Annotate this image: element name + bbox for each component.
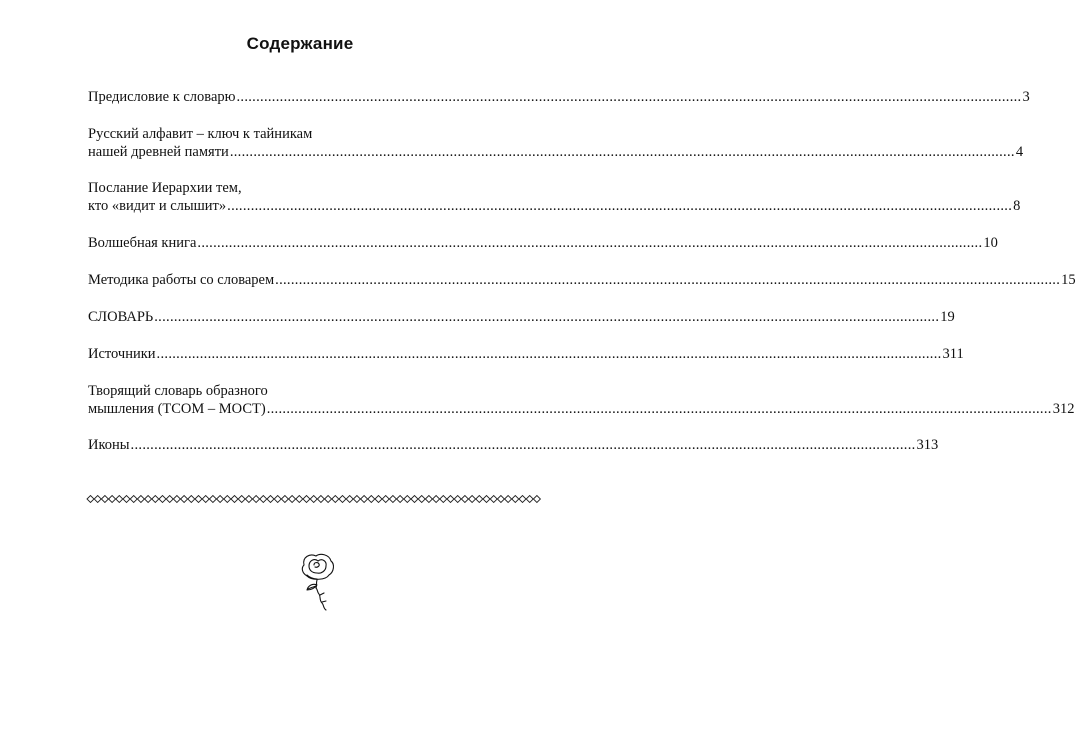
toc-page-number: 15 [1061, 272, 1076, 288]
toc-leader-dots: ........................................................................................................................................................................................................ [236, 89, 1022, 105]
toc-line [88, 345, 964, 363]
toc-entry-title: Методика работы со словарем [88, 272, 275, 288]
toc-leader-dots: ........................................................................................................................................................................................................ [229, 144, 1015, 160]
toc-entry-title: СЛОВАРЬ [88, 309, 154, 325]
toc-line [88, 197, 1021, 215]
toc-line [88, 179, 541, 197]
toc-entry-title-continued: мышления (ТСОМ – МОСТ) [88, 401, 266, 417]
toc-entry-sources [88, 345, 964, 363]
toc-line [88, 308, 955, 326]
table-of-contents [88, 88, 1076, 454]
toc-leader-dots: ........................................................................................................................................................................................................ [130, 437, 916, 453]
toc-entry-preface [88, 88, 1030, 106]
toc-entry-hierarchy-message [88, 179, 1021, 215]
toc-page-number: 8 [1013, 198, 1021, 214]
rose-icon [296, 552, 340, 616]
toc-entry-title: Творящий словарь образного [88, 383, 268, 399]
toc-leader-dots: ........................................................................................................................................................................................................ [154, 309, 940, 325]
toc-leader-dots: ........................................................................................................................................................................................................ [156, 346, 942, 362]
toc-entry-icons [88, 436, 939, 454]
toc-page-number: 313 [916, 437, 939, 453]
toc-page-number: 10 [983, 235, 998, 251]
diamond-chain-ornament-icon [86, 493, 541, 505]
toc-entry-title: Послание Иерархии тем, [88, 180, 242, 196]
toc-line [88, 143, 1024, 161]
toc-page-number: 3 [1022, 89, 1030, 105]
toc-page-number: 19 [940, 309, 955, 325]
toc-leader-dots: ........................................................................................................................................................................................................ [266, 401, 1052, 417]
toc-line [88, 271, 1076, 289]
toc-line [88, 88, 1030, 106]
toc-entry-creative-dictionary [88, 382, 1075, 418]
toc-entry-title: Предисловие к словарю [88, 89, 236, 105]
page-title: Содержание [246, 34, 354, 53]
toc-entry-title-continued: кто «видит и слышит» [88, 198, 227, 214]
toc-entry-title: Иконы [88, 437, 130, 453]
toc-page-number: 312 [1052, 401, 1075, 417]
toc-entry-alphabet [88, 125, 1024, 161]
toc-page-number: 311 [942, 346, 964, 362]
toc-entry-dictionary [88, 308, 955, 326]
toc-line [88, 382, 541, 400]
toc-leader-dots: ........................................................................................................................................................................................................ [275, 272, 1061, 288]
toc-entry-title: Русский алфавит – ключ к тайникам [88, 126, 313, 142]
toc-entry-title: Источники [88, 346, 156, 362]
toc-entry-magic-book [88, 234, 998, 252]
toc-entry-methodology [88, 271, 1076, 289]
toc-line [88, 400, 1075, 418]
toc-leader-dots: ........................................................................................................................................................................................................ [227, 198, 1013, 214]
toc-line [88, 436, 939, 454]
toc-entry-title-continued: нашей древней памяти [88, 144, 229, 160]
toc-line [88, 234, 998, 252]
toc-entry-title: Волшебная книга [88, 235, 197, 251]
toc-line [88, 125, 541, 143]
toc-leader-dots: ........................................................................................................................................................................................................ [197, 235, 983, 251]
toc-page-number: 4 [1015, 144, 1024, 160]
